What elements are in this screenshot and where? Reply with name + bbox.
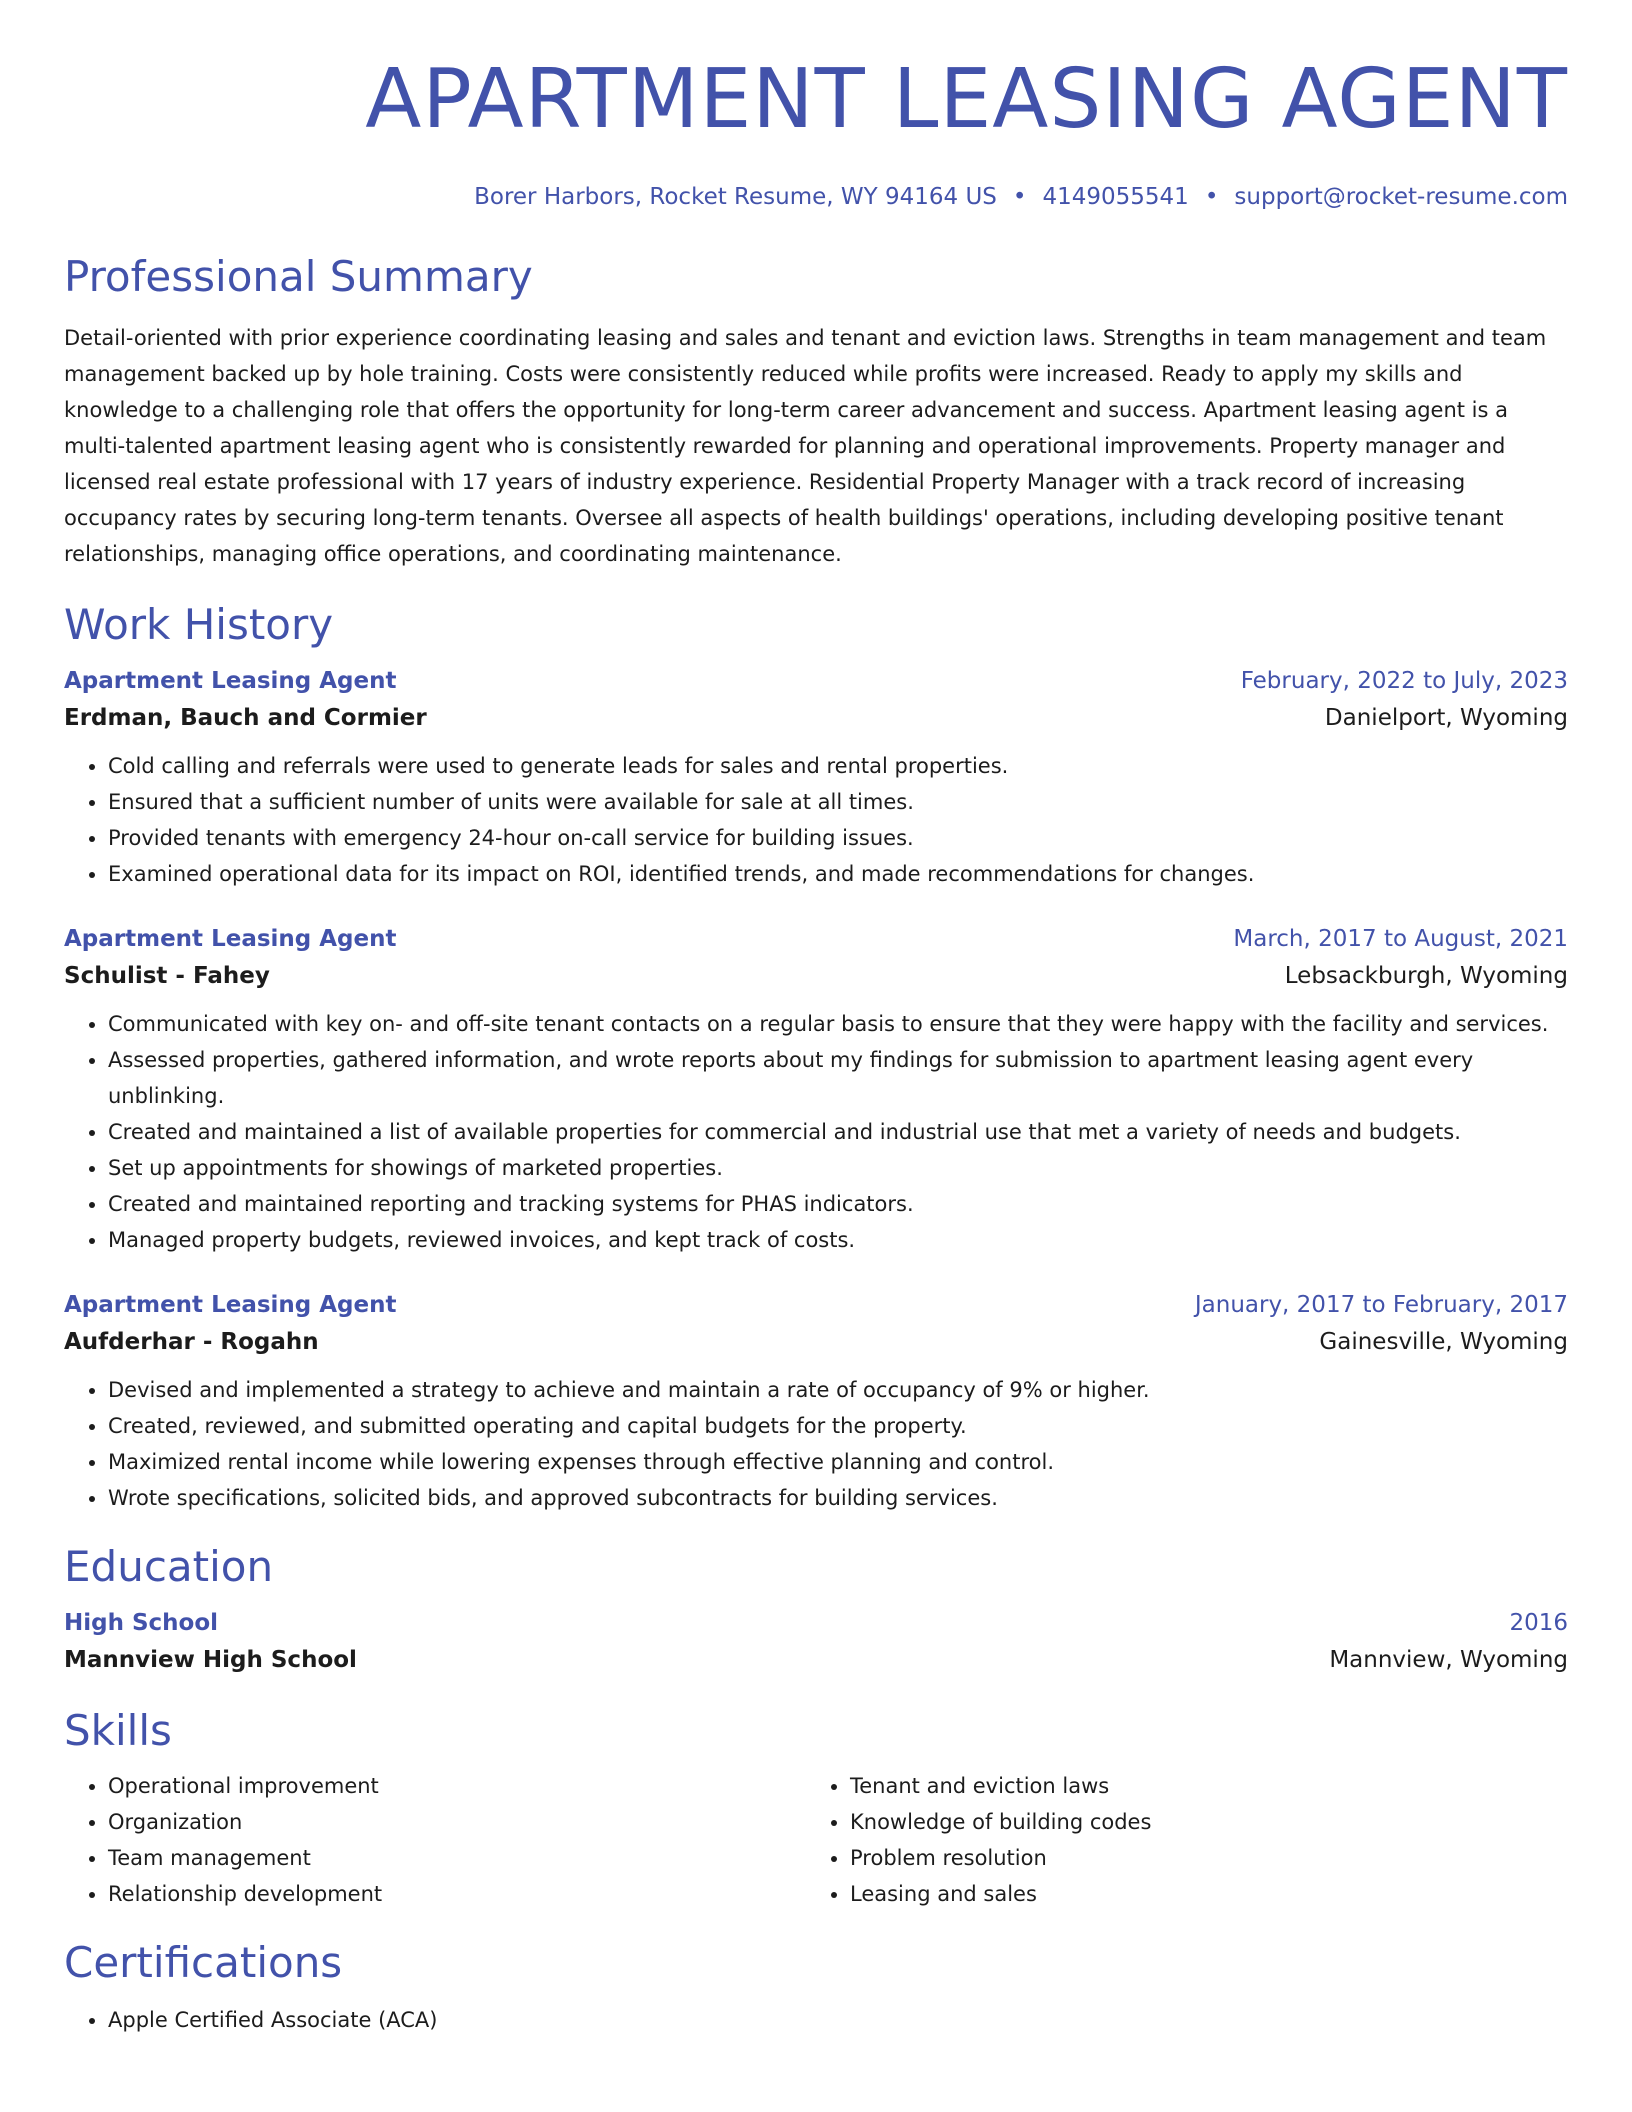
job-company-row	[64, 698, 1568, 738]
job-location: Lebsackburgh, Wyoming	[1284, 963, 1568, 989]
job-bullet: • Wrote specifications, solicited bids, and approved subcontracts for building services.	[108, 1480, 1568, 1516]
skills-column-left	[64, 1768, 806, 1912]
skill-item: • Relationship development	[108, 1876, 806, 1912]
job-entry	[64, 922, 1568, 1258]
job-bullet: • Examined operational data for its impact on ROI, identified trends, and made recommendations for changes.	[108, 856, 1568, 892]
job-entry	[64, 1288, 1568, 1516]
job-entry	[64, 664, 1568, 892]
job-title: Apartment Leasing Agent	[64, 1292, 397, 1318]
education-year: 2016	[1509, 1610, 1568, 1636]
candidate-name: APARTMENT LEASING AGENT	[365, 52, 1568, 147]
job-bullet: • Created and maintained reporting and tracking systems for PHAS indicators.	[108, 1186, 1568, 1222]
summary-heading: Professional Summary	[64, 252, 533, 301]
job-bullet: • Communicated with key on- and off-site tenant contacts on a regular basis to ensure that they were happy with the facility and services.	[108, 1006, 1568, 1042]
certification-item: • Apple Certified Associate (ACA)	[108, 2002, 1568, 2038]
job-dates: February, 2022 to July, 2023	[1240, 668, 1568, 694]
job-location: Gainesville, Wyoming	[1319, 1329, 1568, 1355]
job-company-row	[64, 1322, 1568, 1362]
skills-grid	[64, 1768, 1568, 1912]
skills-column-right	[806, 1768, 1548, 1912]
education-entry	[64, 1606, 1568, 1680]
job-bullet: • Managed property budgets, reviewed invoices, and kept track of costs.	[108, 1222, 1568, 1258]
education-degree: High School	[64, 1610, 219, 1636]
job-header-row	[64, 664, 1568, 698]
job-company-row	[64, 956, 1568, 996]
certifications-heading: Certifications	[64, 1938, 343, 1987]
job-bullet: • Created and maintained a list of available properties for commercial and industrial use that met a variety of needs and budgets.	[108, 1114, 1568, 1150]
job-title: Apartment Leasing Agent	[64, 926, 397, 952]
education-school: Mannview High School	[64, 1647, 357, 1673]
job-bullet: • Ensured that a sufficient number of units were available for sale at all times.	[108, 784, 1568, 820]
skill-item: • Tenant and eviction laws	[850, 1768, 1548, 1804]
skill-item: • Leasing and sales	[850, 1876, 1548, 1912]
contact-separator: •	[1204, 184, 1219, 210]
education-school-row	[64, 1640, 1568, 1680]
job-bullets	[64, 1372, 1568, 1516]
contact-email: support@rocket-resume.com	[1234, 184, 1568, 210]
education-location: Mannview, Wyoming	[1329, 1647, 1568, 1673]
job-bullets	[64, 748, 1568, 892]
job-bullet: • Devised and implemented a strategy to achieve and maintain a rate of occupancy of 9% or higher.	[108, 1372, 1568, 1408]
job-bullet: • Cold calling and referrals were used to generate leads for sales and rental properties.	[108, 748, 1568, 784]
education-heading: Education	[64, 1542, 274, 1591]
job-title: Apartment Leasing Agent	[64, 668, 397, 694]
job-company: Schulist - Fahey	[64, 963, 270, 989]
education-header-row	[64, 1606, 1568, 1640]
summary-text: Detail-oriented with prior experience coordinating leasing and sales and tenant and eviction laws. Strengths in team management and team management backed up by hole training. Costs were consistently reduced while profits were increased. Ready to apply my skills and knowledge to a challenging role that offers the opportunity for long-term career advancement and success. Apartment leasing agent is a multi-talented apartment leasing agent who is consistently rewarded for planning and operational improvements. Property manager and licensed real estate professional with 17 years of industry experience. Residential Property Manager with a track record of increasing occupancy rates by securing long-term tenants. Oversee all aspects of health buildings' operations, including developing positive tenant relationships, managing office operations, and coordinating maintenance.	[64, 326, 1547, 566]
contact-phone: 4149055541	[1042, 184, 1189, 210]
work-history-heading: Work History	[64, 600, 334, 649]
resume-header	[64, 52, 1568, 212]
skill-item: • Knowledge of building codes	[850, 1804, 1548, 1840]
certifications-list	[64, 2002, 1568, 2038]
job-company: Erdman, Bauch and Cormier	[64, 705, 427, 731]
job-bullet: • Provided tenants with emergency 24-hour on-call service for building issues.	[108, 820, 1568, 856]
job-header-row	[64, 1288, 1568, 1322]
contact-address: Borer Harbors, Rocket Resume, WY 94164 US	[474, 184, 997, 210]
job-bullets	[64, 1006, 1568, 1258]
job-location: Danielport, Wyoming	[1324, 705, 1568, 731]
contact-separator: •	[1012, 184, 1027, 210]
skill-item: • Organization	[108, 1804, 806, 1840]
job-bullet: • Created, reviewed, and submitted operating and capital budgets for the property.	[108, 1408, 1568, 1444]
job-bullet: • Maximized rental income while lowering expenses through effective planning and control.	[108, 1444, 1568, 1480]
job-bullet: • Assessed properties, gathered information, and wrote reports about my findings for submission to apartment leasing agent every unblinking.	[108, 1042, 1568, 1114]
job-dates: January, 2017 to February, 2017	[1194, 1292, 1568, 1318]
skill-item: • Problem resolution	[850, 1840, 1548, 1876]
job-bullet: • Set up appointments for showings of marketed properties.	[108, 1150, 1568, 1186]
skill-item: • Team management	[108, 1840, 806, 1876]
job-header-row	[64, 922, 1568, 956]
skills-heading: Skills	[64, 1706, 172, 1755]
job-dates: March, 2017 to August, 2021	[1233, 926, 1568, 952]
skill-item: • Operational improvement	[108, 1768, 806, 1804]
job-company: Aufderhar - Rogahn	[64, 1329, 319, 1355]
contact-line	[64, 182, 1568, 212]
